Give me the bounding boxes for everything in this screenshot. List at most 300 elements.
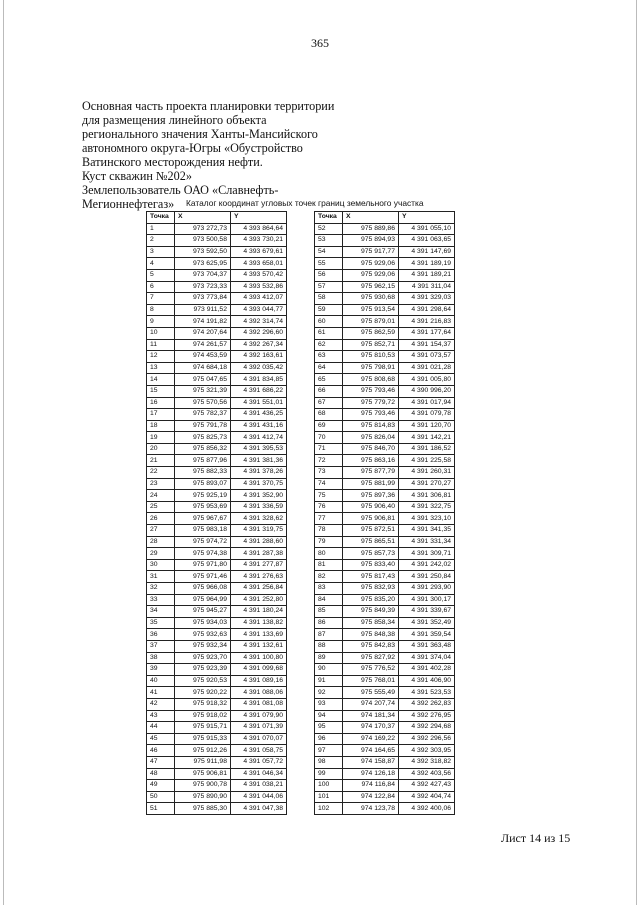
y-coordinate-cell: 4 391 260,31 xyxy=(399,467,455,479)
table-row xyxy=(147,490,287,502)
point-number-cell: 20 xyxy=(147,443,175,455)
table-row xyxy=(315,478,455,490)
point-number-cell: 77 xyxy=(315,513,343,525)
header-line: автономного округа-Югры «Обустройство xyxy=(82,141,303,155)
y-coordinate-cell: 4 391 147,69 xyxy=(399,246,455,258)
table-row xyxy=(315,339,455,351)
point-number-cell: 95 xyxy=(315,722,343,734)
x-coordinate-cell: 974 126,18 xyxy=(343,768,399,780)
table-row xyxy=(315,722,455,734)
table-row xyxy=(147,351,287,363)
x-coordinate-cell: 975 913,54 xyxy=(343,304,399,316)
point-number-cell: 66 xyxy=(315,385,343,397)
y-coordinate-cell: 4 392 267,34 xyxy=(231,339,287,351)
y-coordinate-cell: 4 391 154,37 xyxy=(399,339,455,351)
x-coordinate-cell: 975 768,01 xyxy=(343,675,399,687)
point-number-cell: 81 xyxy=(315,559,343,571)
x-coordinate-cell: 975 934,03 xyxy=(175,617,231,629)
point-number-cell: 68 xyxy=(315,409,343,421)
x-coordinate-cell: 975 894,93 xyxy=(343,235,399,247)
x-coordinate-cell: 975 776,52 xyxy=(343,664,399,676)
point-number-cell: 75 xyxy=(315,490,343,502)
y-coordinate-cell: 4 393 658,01 xyxy=(231,258,287,270)
table-row xyxy=(147,640,287,652)
point-number-cell: 65 xyxy=(315,374,343,386)
x-coordinate-cell: 975 945,27 xyxy=(175,606,231,618)
point-number-cell: 64 xyxy=(315,362,343,374)
table-row xyxy=(147,281,287,293)
point-number-cell: 70 xyxy=(315,432,343,444)
table-row xyxy=(147,791,287,803)
point-number-cell: 74 xyxy=(315,478,343,490)
table-row xyxy=(147,420,287,432)
x-coordinate-cell: 975 321,39 xyxy=(175,385,231,397)
y-coordinate-cell: 4 391 005,80 xyxy=(399,374,455,386)
table-row xyxy=(147,594,287,606)
x-coordinate-cell: 975 967,67 xyxy=(175,513,231,525)
x-coordinate-cell: 975 852,71 xyxy=(343,339,399,351)
table-row xyxy=(147,780,287,792)
point-number-cell: 46 xyxy=(147,745,175,757)
x-coordinate-cell: 974 684,18 xyxy=(175,362,231,374)
x-coordinate-cell: 975 918,32 xyxy=(175,698,231,710)
table-row xyxy=(147,768,287,780)
point-number-cell: 37 xyxy=(147,640,175,652)
y-coordinate-cell: 4 392 403,56 xyxy=(399,768,455,780)
point-number-cell: 72 xyxy=(315,455,343,467)
y-coordinate-cell: 4 391 133,69 xyxy=(231,629,287,641)
y-coordinate-cell: 4 391 276,63 xyxy=(231,571,287,583)
point-number-cell: 13 xyxy=(147,362,175,374)
sheet-counter: Лист 14 из 15 xyxy=(501,831,571,845)
y-coordinate-cell: 4 391 378,26 xyxy=(231,467,287,479)
x-coordinate-cell: 975 858,34 xyxy=(343,617,399,629)
point-number-cell: 16 xyxy=(147,397,175,409)
y-coordinate-cell: 4 390 996,20 xyxy=(399,385,455,397)
point-number-cell: 100 xyxy=(315,780,343,792)
point-number-cell: 78 xyxy=(315,525,343,537)
x-coordinate-cell: 975 825,73 xyxy=(175,432,231,444)
x-coordinate-cell: 975 846,70 xyxy=(343,443,399,455)
table-row xyxy=(315,594,455,606)
point-number-cell: 12 xyxy=(147,351,175,363)
y-coordinate-cell: 4 391 073,57 xyxy=(399,351,455,363)
point-number-cell: 29 xyxy=(147,548,175,560)
table-row xyxy=(147,571,287,583)
y-coordinate-cell: 4 392 296,60 xyxy=(231,327,287,339)
y-coordinate-cell: 4 391 070,07 xyxy=(231,733,287,745)
x-coordinate-cell: 974 181,34 xyxy=(343,710,399,722)
y-coordinate-cell: 4 392 400,06 xyxy=(399,803,455,815)
table-row xyxy=(315,385,455,397)
y-coordinate-cell: 4 392 163,61 xyxy=(231,351,287,363)
x-coordinate-cell: 975 835,20 xyxy=(343,594,399,606)
y-coordinate-cell: 4 391 242,02 xyxy=(399,559,455,571)
table-row xyxy=(315,768,455,780)
table-row xyxy=(147,629,287,641)
point-number-cell: 86 xyxy=(315,617,343,629)
x-coordinate-cell: 975 827,92 xyxy=(343,652,399,664)
table-row xyxy=(147,409,287,421)
x-coordinate-cell: 973 272,73 xyxy=(175,223,231,235)
table-row xyxy=(315,432,455,444)
point-number-cell: 96 xyxy=(315,733,343,745)
y-coordinate-cell: 4 391 331,34 xyxy=(399,536,455,548)
point-number-cell: 24 xyxy=(147,490,175,502)
table-row xyxy=(147,698,287,710)
point-number-cell: 92 xyxy=(315,687,343,699)
x-coordinate-cell: 975 893,07 xyxy=(175,478,231,490)
table-row xyxy=(147,455,287,467)
table-row xyxy=(147,513,287,525)
table-row xyxy=(315,548,455,560)
x-coordinate-cell: 975 881,99 xyxy=(343,478,399,490)
y-coordinate-cell: 4 391 189,21 xyxy=(399,269,455,281)
x-coordinate-cell: 975 570,56 xyxy=(175,397,231,409)
table-row xyxy=(315,351,455,363)
y-coordinate-cell: 4 391 189,19 xyxy=(399,258,455,270)
x-coordinate-cell: 974 170,37 xyxy=(343,722,399,734)
table-row xyxy=(315,513,455,525)
column-header-point: Точка xyxy=(147,212,175,224)
table-row xyxy=(315,362,455,374)
point-number-cell: 85 xyxy=(315,606,343,618)
y-coordinate-cell: 4 391 142,21 xyxy=(399,432,455,444)
point-number-cell: 63 xyxy=(315,351,343,363)
table-row xyxy=(147,652,287,664)
x-coordinate-cell: 975 793,46 xyxy=(343,385,399,397)
y-coordinate-cell: 4 391 381,36 xyxy=(231,455,287,467)
x-coordinate-cell: 975 962,15 xyxy=(343,281,399,293)
x-coordinate-cell: 974 191,82 xyxy=(175,316,231,328)
point-number-cell: 98 xyxy=(315,756,343,768)
point-number-cell: 73 xyxy=(315,467,343,479)
y-coordinate-cell: 4 393 730,21 xyxy=(231,235,287,247)
table-row xyxy=(315,791,455,803)
point-number-cell: 59 xyxy=(315,304,343,316)
x-coordinate-cell: 975 929,06 xyxy=(343,269,399,281)
point-number-cell: 69 xyxy=(315,420,343,432)
y-coordinate-cell: 4 391 063,65 xyxy=(399,235,455,247)
table-row xyxy=(147,756,287,768)
y-coordinate-cell: 4 391 270,27 xyxy=(399,478,455,490)
x-coordinate-cell: 975 555,49 xyxy=(343,687,399,699)
x-coordinate-cell: 975 817,43 xyxy=(343,571,399,583)
header-line: Куст скважин №202» xyxy=(82,169,192,183)
point-number-cell: 44 xyxy=(147,722,175,734)
y-coordinate-cell: 4 392 296,56 xyxy=(399,733,455,745)
table-row xyxy=(315,571,455,583)
point-number-cell: 9 xyxy=(147,316,175,328)
y-coordinate-cell: 4 391 081,08 xyxy=(231,698,287,710)
coordinates-table-left xyxy=(146,211,287,815)
table-caption: Каталог координат угловых точек границ земельного участка xyxy=(186,198,424,208)
x-coordinate-cell: 974 116,84 xyxy=(343,780,399,792)
x-coordinate-cell: 975 912,26 xyxy=(175,745,231,757)
point-number-cell: 10 xyxy=(147,327,175,339)
y-coordinate-cell: 4 391 311,04 xyxy=(399,281,455,293)
point-number-cell: 30 xyxy=(147,559,175,571)
table-row xyxy=(147,664,287,676)
x-coordinate-cell: 975 808,68 xyxy=(343,374,399,386)
x-coordinate-cell: 975 974,72 xyxy=(175,536,231,548)
y-coordinate-cell: 4 391 431,16 xyxy=(231,420,287,432)
column-header-x: X xyxy=(343,212,399,224)
x-coordinate-cell: 973 773,84 xyxy=(175,293,231,305)
x-coordinate-cell: 975 879,01 xyxy=(343,316,399,328)
table-row xyxy=(315,536,455,548)
point-number-cell: 55 xyxy=(315,258,343,270)
table-row xyxy=(315,420,455,432)
x-coordinate-cell: 975 906,81 xyxy=(343,513,399,525)
x-coordinate-cell: 973 704,37 xyxy=(175,269,231,281)
x-coordinate-cell: 975 964,99 xyxy=(175,594,231,606)
point-number-cell: 19 xyxy=(147,432,175,444)
y-coordinate-cell: 4 391 339,67 xyxy=(399,606,455,618)
table-row xyxy=(147,745,287,757)
y-coordinate-cell: 4 391 322,75 xyxy=(399,501,455,513)
y-coordinate-cell: 4 393 570,42 xyxy=(231,269,287,281)
y-coordinate-cell: 4 391 017,94 xyxy=(399,397,455,409)
y-coordinate-cell: 4 391 099,68 xyxy=(231,664,287,676)
y-coordinate-cell: 4 392 262,83 xyxy=(399,698,455,710)
x-coordinate-cell: 974 207,64 xyxy=(175,327,231,339)
x-coordinate-cell: 975 877,79 xyxy=(343,467,399,479)
point-number-cell: 27 xyxy=(147,525,175,537)
table-row xyxy=(315,501,455,513)
point-number-cell: 87 xyxy=(315,629,343,641)
x-coordinate-cell: 975 826,04 xyxy=(343,432,399,444)
point-number-cell: 58 xyxy=(315,293,343,305)
y-coordinate-cell: 4 391 177,64 xyxy=(399,327,455,339)
point-number-cell: 4 xyxy=(147,258,175,270)
table-row xyxy=(315,304,455,316)
x-coordinate-cell: 973 500,58 xyxy=(175,235,231,247)
y-coordinate-cell: 4 391 079,78 xyxy=(399,409,455,421)
point-number-cell: 93 xyxy=(315,698,343,710)
table-row xyxy=(147,339,287,351)
x-coordinate-cell: 975 920,22 xyxy=(175,687,231,699)
table-row xyxy=(147,293,287,305)
y-coordinate-cell: 4 391 055,10 xyxy=(399,223,455,235)
table-row xyxy=(147,223,287,235)
point-number-cell: 67 xyxy=(315,397,343,409)
point-number-cell: 32 xyxy=(147,583,175,595)
x-coordinate-cell: 975 791,78 xyxy=(175,420,231,432)
table-row xyxy=(147,316,287,328)
point-number-cell: 53 xyxy=(315,235,343,247)
table-row xyxy=(315,281,455,293)
y-coordinate-cell: 4 391 021,28 xyxy=(399,362,455,374)
table-row xyxy=(315,617,455,629)
point-number-cell: 39 xyxy=(147,664,175,676)
point-number-cell: 97 xyxy=(315,745,343,757)
point-number-cell: 40 xyxy=(147,675,175,687)
x-coordinate-cell: 975 900,78 xyxy=(175,780,231,792)
x-coordinate-cell: 975 782,37 xyxy=(175,409,231,421)
y-coordinate-cell: 4 391 250,84 xyxy=(399,571,455,583)
point-number-cell: 42 xyxy=(147,698,175,710)
table-row xyxy=(315,675,455,687)
point-number-cell: 35 xyxy=(147,617,175,629)
table-row xyxy=(147,374,287,386)
point-number-cell: 57 xyxy=(315,281,343,293)
x-coordinate-cell: 974 169,22 xyxy=(343,733,399,745)
column-header-point: Точка xyxy=(315,212,343,224)
x-coordinate-cell: 975 932,63 xyxy=(175,629,231,641)
x-coordinate-cell: 975 047,65 xyxy=(175,374,231,386)
table-row xyxy=(315,525,455,537)
y-coordinate-cell: 4 391 436,25 xyxy=(231,409,287,421)
point-number-cell: 76 xyxy=(315,501,343,513)
y-coordinate-cell: 4 391 287,38 xyxy=(231,548,287,560)
y-coordinate-cell: 4 391 038,21 xyxy=(231,780,287,792)
x-coordinate-cell: 975 848,38 xyxy=(343,629,399,641)
x-coordinate-cell: 975 983,18 xyxy=(175,525,231,537)
y-coordinate-cell: 4 391 186,52 xyxy=(399,443,455,455)
x-coordinate-cell: 975 917,77 xyxy=(343,246,399,258)
table-row xyxy=(147,385,287,397)
point-number-cell: 61 xyxy=(315,327,343,339)
x-coordinate-cell: 975 923,70 xyxy=(175,652,231,664)
y-coordinate-cell: 4 391 336,59 xyxy=(231,501,287,513)
point-number-cell: 5 xyxy=(147,269,175,281)
point-number-cell: 3 xyxy=(147,246,175,258)
table-row xyxy=(315,803,455,815)
table-row xyxy=(315,629,455,641)
table-row xyxy=(147,710,287,722)
x-coordinate-cell: 974 207,74 xyxy=(343,698,399,710)
point-number-cell: 79 xyxy=(315,536,343,548)
x-coordinate-cell: 974 122,84 xyxy=(343,791,399,803)
point-number-cell: 15 xyxy=(147,385,175,397)
point-number-cell: 45 xyxy=(147,733,175,745)
x-coordinate-cell: 975 810,53 xyxy=(343,351,399,363)
point-number-cell: 25 xyxy=(147,501,175,513)
y-coordinate-cell: 4 391 300,17 xyxy=(399,594,455,606)
point-number-cell: 49 xyxy=(147,780,175,792)
point-number-cell: 91 xyxy=(315,675,343,687)
y-coordinate-cell: 4 392 294,68 xyxy=(399,722,455,734)
header-line: Мегионнефтегаз» xyxy=(82,197,175,211)
y-coordinate-cell: 4 392 276,95 xyxy=(399,710,455,722)
header-line: Землепользователь ОАО «Славнефть- xyxy=(82,183,279,197)
point-number-cell: 56 xyxy=(315,269,343,281)
table-row xyxy=(315,490,455,502)
table-row xyxy=(315,664,455,676)
point-number-cell: 36 xyxy=(147,629,175,641)
point-number-cell: 18 xyxy=(147,420,175,432)
x-coordinate-cell: 975 911,98 xyxy=(175,756,231,768)
y-coordinate-cell: 4 391 293,90 xyxy=(399,583,455,595)
table-row xyxy=(315,293,455,305)
x-coordinate-cell: 975 872,51 xyxy=(343,525,399,537)
table-row xyxy=(147,606,287,618)
table-row xyxy=(315,559,455,571)
x-coordinate-cell: 975 930,68 xyxy=(343,293,399,305)
table-row xyxy=(147,397,287,409)
y-coordinate-cell: 4 391 252,80 xyxy=(231,594,287,606)
table-row xyxy=(315,223,455,235)
table-row xyxy=(147,675,287,687)
table-row xyxy=(147,803,287,815)
y-coordinate-cell: 4 391 057,72 xyxy=(231,756,287,768)
x-coordinate-cell: 975 929,06 xyxy=(343,258,399,270)
y-coordinate-cell: 4 391 370,75 xyxy=(231,478,287,490)
table-row xyxy=(147,722,287,734)
table-row xyxy=(147,432,287,444)
x-coordinate-cell: 975 779,72 xyxy=(343,397,399,409)
y-coordinate-cell: 4 391 412,74 xyxy=(231,432,287,444)
y-coordinate-cell: 4 391 216,83 xyxy=(399,316,455,328)
table-row xyxy=(315,745,455,757)
table-row xyxy=(315,606,455,618)
y-coordinate-cell: 4 393 679,61 xyxy=(231,246,287,258)
point-number-cell: 33 xyxy=(147,594,175,606)
x-coordinate-cell: 975 833,40 xyxy=(343,559,399,571)
x-coordinate-cell: 975 925,19 xyxy=(175,490,231,502)
x-coordinate-cell: 975 885,30 xyxy=(175,803,231,815)
page-number: 365 xyxy=(311,36,329,50)
point-number-cell: 26 xyxy=(147,513,175,525)
x-coordinate-cell: 975 856,32 xyxy=(175,443,231,455)
x-coordinate-cell: 975 890,90 xyxy=(175,791,231,803)
x-coordinate-cell: 973 911,52 xyxy=(175,304,231,316)
x-coordinate-cell: 975 814,83 xyxy=(343,420,399,432)
x-coordinate-cell: 975 793,46 xyxy=(343,409,399,421)
point-number-cell: 7 xyxy=(147,293,175,305)
y-coordinate-cell: 4 391 120,70 xyxy=(399,420,455,432)
point-number-cell: 31 xyxy=(147,571,175,583)
x-coordinate-cell: 975 849,39 xyxy=(343,606,399,618)
y-coordinate-cell: 4 391 329,03 xyxy=(399,293,455,305)
table-row xyxy=(315,698,455,710)
column-header-y: Y xyxy=(399,212,455,224)
point-number-cell: 102 xyxy=(315,803,343,815)
point-number-cell: 22 xyxy=(147,467,175,479)
x-coordinate-cell: 974 164,65 xyxy=(343,745,399,757)
y-coordinate-cell: 4 391 319,75 xyxy=(231,525,287,537)
point-number-cell: 47 xyxy=(147,756,175,768)
y-coordinate-cell: 4 391 328,62 xyxy=(231,513,287,525)
x-coordinate-cell: 973 592,50 xyxy=(175,246,231,258)
y-coordinate-cell: 4 391 079,90 xyxy=(231,710,287,722)
point-number-cell: 11 xyxy=(147,339,175,351)
table-row xyxy=(147,269,287,281)
x-coordinate-cell: 975 971,46 xyxy=(175,571,231,583)
y-coordinate-cell: 4 391 180,24 xyxy=(231,606,287,618)
y-coordinate-cell: 4 391 298,64 xyxy=(399,304,455,316)
point-number-cell: 84 xyxy=(315,594,343,606)
y-coordinate-cell: 4 391 359,54 xyxy=(399,629,455,641)
table-row xyxy=(147,583,287,595)
y-coordinate-cell: 4 393 532,86 xyxy=(231,281,287,293)
table-row xyxy=(315,583,455,595)
y-coordinate-cell: 4 392 404,74 xyxy=(399,791,455,803)
y-coordinate-cell: 4 391 058,75 xyxy=(231,745,287,757)
x-coordinate-cell: 975 974,38 xyxy=(175,548,231,560)
y-coordinate-cell: 4 391 088,06 xyxy=(231,687,287,699)
y-coordinate-cell: 4 391 100,80 xyxy=(231,652,287,664)
table-row xyxy=(147,733,287,745)
table-row xyxy=(315,443,455,455)
y-coordinate-cell: 4 391 363,48 xyxy=(399,640,455,652)
table-row xyxy=(315,327,455,339)
point-number-cell: 48 xyxy=(147,768,175,780)
table-row xyxy=(315,455,455,467)
y-coordinate-cell: 4 391 352,90 xyxy=(231,490,287,502)
y-coordinate-cell: 4 392 303,95 xyxy=(399,745,455,757)
